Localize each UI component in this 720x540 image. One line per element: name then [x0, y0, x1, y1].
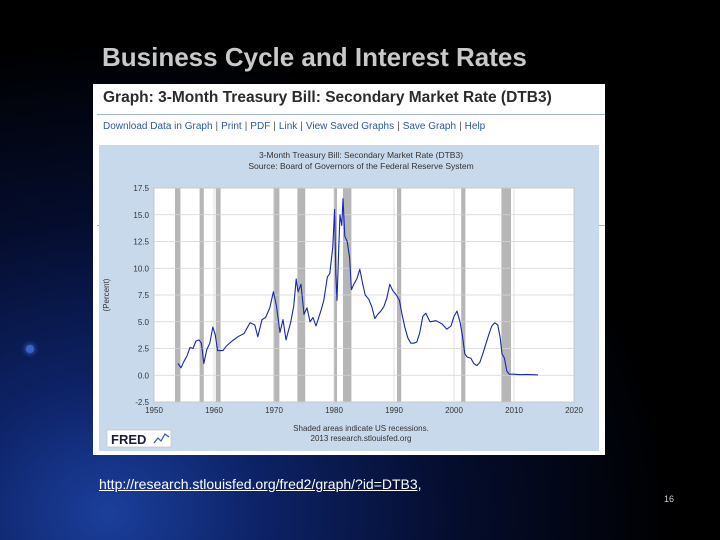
- y-tick-label: 0.0: [137, 371, 149, 381]
- y-tick-labels: [133, 184, 149, 407]
- fred-logo-text: FRED: [111, 432, 147, 447]
- footnote-copyright: 2013 research.stlouisfed.org: [310, 434, 412, 443]
- y-tick-label: 2.5: [137, 344, 149, 354]
- separator: |: [244, 121, 248, 132]
- graph-toolbar: [103, 121, 485, 132]
- y-axis-label: (Percent): [102, 278, 111, 312]
- treasury-bill-line-chart: [99, 145, 599, 451]
- x-tick-label: 1950: [145, 406, 163, 415]
- x-tick-label: 1970: [265, 406, 283, 415]
- chart-title: 3-Month Treasury Bill: Secondary Market Rate (DTB3): [258, 150, 464, 160]
- graph-area: [99, 145, 599, 451]
- link-link[interactable]: Link: [278, 121, 298, 132]
- fred-graph-panel: [93, 84, 605, 455]
- separator: |: [459, 121, 462, 132]
- separator: |: [215, 121, 219, 132]
- y-tick-label: 12.5: [133, 237, 149, 247]
- chart-subtitle: Source: Board of Governors of the Federal Reserve System: [248, 161, 474, 171]
- x-tick-label: 1960: [205, 406, 223, 415]
- y-tick-label: 10.0: [133, 264, 149, 274]
- source-url-link[interactable]: http://research.stlouisfed.org/fred2/graph/?id=DTB3,: [99, 476, 422, 492]
- separator: |: [397, 121, 400, 132]
- slide-title: Business Cycle and Interest Rates: [102, 42, 527, 72]
- fred-logo[interactable]: [107, 430, 171, 447]
- x-tick-label: 2000: [445, 406, 463, 415]
- save-graph-link[interactable]: Save Graph: [402, 121, 457, 132]
- x-tick-label: 1990: [385, 406, 403, 415]
- help-link[interactable]: Help: [464, 121, 486, 132]
- y-tick-label: -2.5: [135, 398, 149, 407]
- graph-page-title: Graph: 3-Month Treasury Bill: Secondary Market Rate (DTB3): [103, 89, 552, 106]
- y-tick-label: 7.5: [137, 291, 149, 300]
- page-number: 16: [664, 494, 675, 504]
- separator: |: [273, 121, 276, 132]
- x-tick-label: 1980: [325, 406, 343, 415]
- footnote-recessions: Shaded areas indicate US recessions.: [293, 424, 429, 433]
- x-tick-label: 2010: [505, 406, 523, 415]
- download-data-link[interactable]: Download Data in Graph: [103, 121, 213, 132]
- y-tick-label: 17.5: [133, 184, 149, 193]
- divider: [97, 114, 605, 115]
- bullet-dot-decoration: [26, 345, 34, 353]
- y-tick-label: 5.0: [137, 317, 149, 327]
- view-saved-graphs-link[interactable]: View Saved Graphs: [305, 121, 395, 132]
- separator: |: [300, 121, 303, 132]
- y-tick-label: 15.0: [133, 210, 149, 220]
- print-link[interactable]: Print: [221, 121, 242, 132]
- x-tick-labels: [145, 406, 583, 415]
- pdf-link[interactable]: PDF: [250, 121, 271, 132]
- x-tick-label: 2020: [565, 406, 583, 415]
